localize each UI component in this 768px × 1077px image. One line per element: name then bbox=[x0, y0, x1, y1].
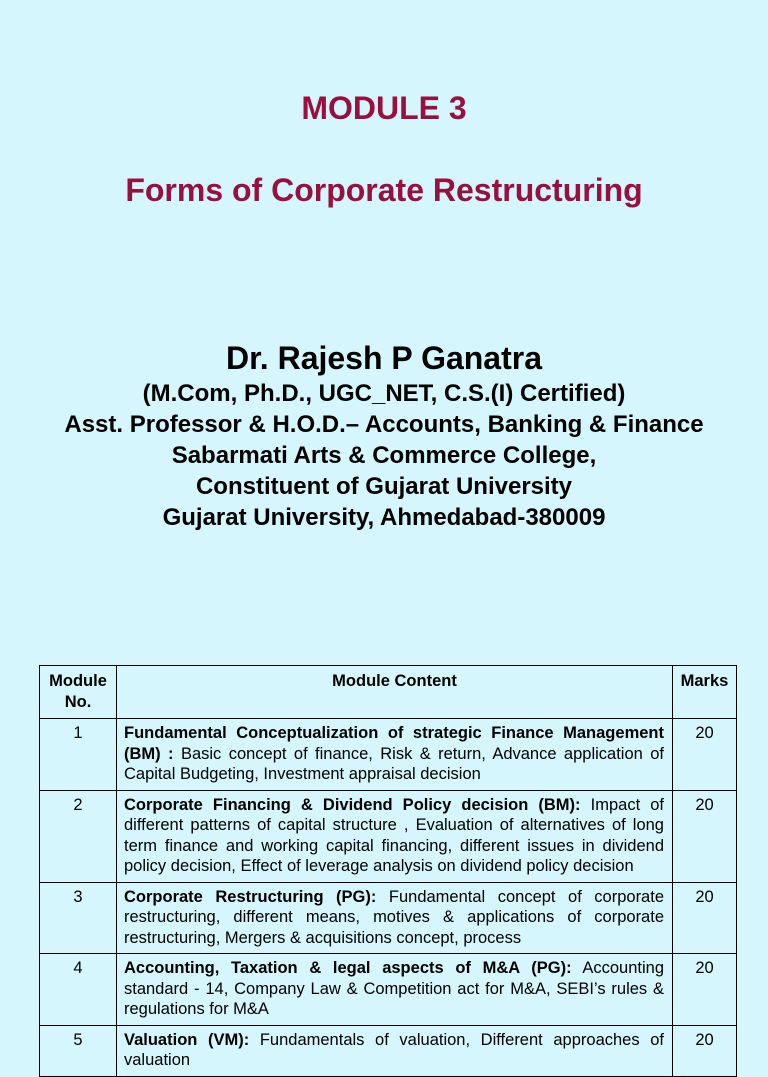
module-number: 3 bbox=[40, 882, 117, 954]
module-number: 5 bbox=[40, 1025, 117, 1076]
author-position: Asst. Professor & H.O.D.– Accounts, Banking & Finance bbox=[64, 411, 704, 438]
table-header-row bbox=[40, 666, 737, 719]
module-title: MODULE 3 bbox=[301, 90, 467, 126]
module-content-title: Corporate Financing & Dividend Policy decision (BM): bbox=[124, 795, 581, 814]
module-number: 1 bbox=[40, 719, 117, 791]
author-college: Sabarmati Arts & Commerce College, bbox=[171, 442, 597, 469]
module-marks: 20 bbox=[673, 790, 737, 882]
table-row bbox=[40, 790, 737, 882]
module-number: 4 bbox=[40, 954, 117, 1026]
author-address: Gujarat University, Ahmedabad-380009 bbox=[162, 504, 606, 531]
module-content-text: Accounting standard - 14, Company Law & Competition act for M&A, SEBI’s rules & regulations for M&A bbox=[124, 959, 665, 1018]
syllabus-table bbox=[39, 665, 737, 1077]
module-number: 2 bbox=[40, 790, 117, 882]
module-content bbox=[117, 790, 673, 882]
module-content bbox=[117, 719, 673, 791]
header-module-no: Module No. bbox=[40, 666, 117, 719]
author-qualifications: (M.Com, Ph.D., UGC_NET, C.S.(I) Certified) bbox=[142, 380, 626, 407]
header-marks: Marks bbox=[673, 666, 737, 719]
module-content-text: Fundamental concept of corporate restructuring, different means, motives & applications of corporate restructuring, Mergers & acquisitions concept, process bbox=[124, 887, 664, 947]
author-affiliation: Constituent of Gujarat University bbox=[195, 473, 573, 500]
header-module-content: Module Content bbox=[117, 666, 673, 719]
module-content-title: Valuation (VM): bbox=[124, 1030, 250, 1049]
table-row bbox=[40, 882, 737, 954]
author-name: Dr. Rajesh P Ganatra bbox=[226, 340, 542, 376]
table-row bbox=[40, 1025, 737, 1076]
module-content-text: Basic concept of finance, Risk & return, Advance application of Capital Budgeting, Investment appraisal decision bbox=[124, 744, 664, 783]
table-row bbox=[40, 719, 737, 791]
module-content bbox=[117, 882, 673, 954]
module-content-title: Accounting, Taxation & legal aspects of M&A (PG): bbox=[124, 959, 572, 977]
module-content bbox=[117, 954, 673, 1026]
module-content-text: Impact of different patterns of capital structure , Evaluation of alternatives of long term finance and working capital financing, different issues in dividend policy decision, Effect of leverage analysis on dividend policy decision bbox=[124, 795, 664, 875]
module-marks: 20 bbox=[673, 954, 737, 1026]
table-row bbox=[40, 954, 737, 1026]
module-content-title: Fundamental Conceptualization of strategic Finance Management (BM) : bbox=[124, 724, 664, 763]
slide-subtitle: Forms of Corporate Restructuring bbox=[125, 172, 643, 208]
module-marks: 20 bbox=[673, 882, 737, 954]
module-marks: 20 bbox=[673, 1025, 737, 1076]
module-content-title: Corporate Restructuring (PG): bbox=[124, 887, 377, 906]
module-marks: 20 bbox=[673, 719, 737, 791]
author-credentials bbox=[0, 378, 768, 533]
module-content-text: Fundamentals of valuation, Different approaches of valuation bbox=[124, 1030, 664, 1069]
module-content bbox=[117, 1025, 673, 1076]
